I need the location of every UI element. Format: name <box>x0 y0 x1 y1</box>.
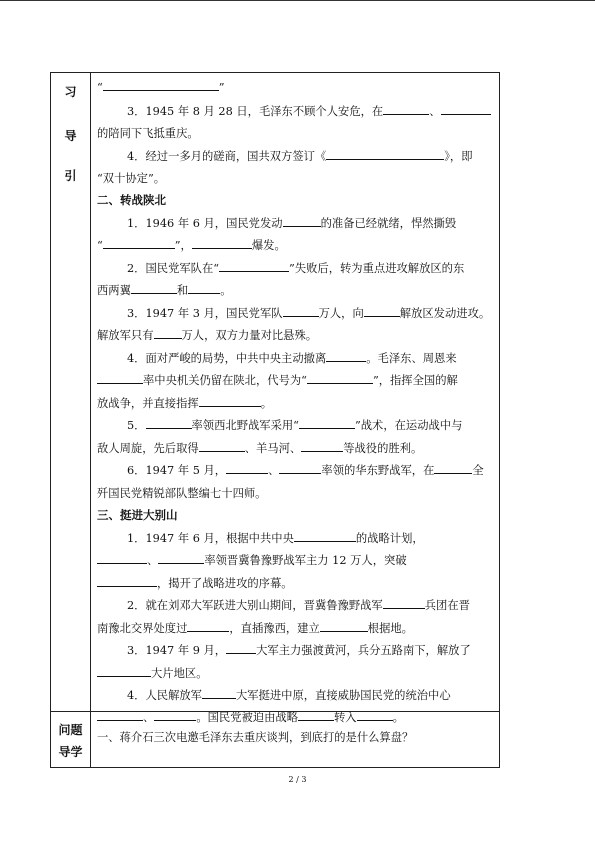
question-1: 一、蒋介石三次电邀毛泽东去重庆谈判，到底打的是什么算盘？ <box>97 731 414 744</box>
item-s3-2: 2．就在刘邓大军跃进大别山期间，晋冀鲁豫野战军 兵团在晋 <box>127 599 470 612</box>
line-25: 大片地区。 <box>97 665 208 681</box>
item-s3-3: 3．1947 年 9 月， 大军主力强渡黄河，兵分五路南下，解放了 <box>127 644 471 657</box>
line-5: “双十协定”。 <box>97 172 166 185</box>
line-21: ，揭开了战略进攻的序幕。 <box>97 575 293 591</box>
side-label-guidance <box>51 73 90 711</box>
line-9: 西两翼 和 。 <box>97 284 232 297</box>
item-s3-1: 1．1947 年 6 月，根据中共中央 的战略计划， <box>127 532 424 545</box>
item-s1-3: 3．1945 年 8 月 28 日，毛泽东不顾个人安危，在 、 <box>127 103 491 119</box>
study-table <box>50 72 500 768</box>
line-13: 率中央机关仍留在陕北，代号为“ ”，指挥全国的解 <box>97 372 458 388</box>
item-s2-2: 2．国民党军队在“ ”失败后，转为重点进攻解放区的东 <box>127 262 465 275</box>
side-char-dao: 导 <box>64 129 77 143</box>
line-11: 解放军只有 万人，双方力量对比悬殊。 <box>97 329 318 342</box>
item-s2-4: 4．面对严峻的局势，中共中央主动撤离 。毛泽东、周恩来 <box>127 352 457 365</box>
header-rule <box>0 0 595 1</box>
line-7: “ ”， 爆发。 <box>97 239 286 252</box>
column-divider <box>90 73 91 767</box>
item-s2-1: 1．1946 年 6 月，国民党发动 的准备已经就绪，悍然撕毁 <box>127 217 457 230</box>
section-heading-2: 二、转战陕北 <box>97 193 166 207</box>
page-number: 2 / 3 <box>288 775 307 784</box>
side-label-questions <box>51 711 90 769</box>
item-s2-3: 3．1947 年 3 月，国民党军队 万人，向 解放区发动进攻。 <box>127 307 491 320</box>
item-s2-5: 5． 率领西北野战军采用“ ”战术，在运动战中与 <box>127 419 463 432</box>
line-16: 敌人周旋，先后取得 、羊马河、 等战役的胜利。 <box>97 442 423 455</box>
side-word-daoxue: 导学 <box>58 745 83 759</box>
line-1: “ ” <box>97 81 225 94</box>
line-3: 的陪同下飞抵重庆。 <box>97 127 199 140</box>
line-23: 南豫北交界处度过 ，直插豫西，建立 根据地。 <box>97 622 413 635</box>
item-s3-4: 4．人民解放军 大军挺进中原，直接威胁国民党的统治中心 <box>127 689 451 702</box>
line-20: 、 率领晋冀鲁豫野战军主力 12 万人，突破 <box>97 552 407 568</box>
section-heading-3: 三、挺进大别山 <box>97 508 178 522</box>
side-char-yin: 引 <box>64 169 77 183</box>
line-18: 歼国民党精锐部队整编七十四师。 <box>97 487 267 500</box>
item-s1-4: 4．经过一多月的磋商，国共双方签订《 》，即 <box>127 150 473 163</box>
item-s2-6: 6．1947 年 5 月， 、 率领的华东野战军，在 全 <box>127 464 484 477</box>
line-14: 放战争，并直接指挥 。 <box>97 397 272 410</box>
side-word-wenti: 问题 <box>58 723 83 737</box>
side-char-xi: 习 <box>64 85 77 99</box>
line-27: 、 。国民党被迫由战略 转入 。 <box>97 709 404 725</box>
